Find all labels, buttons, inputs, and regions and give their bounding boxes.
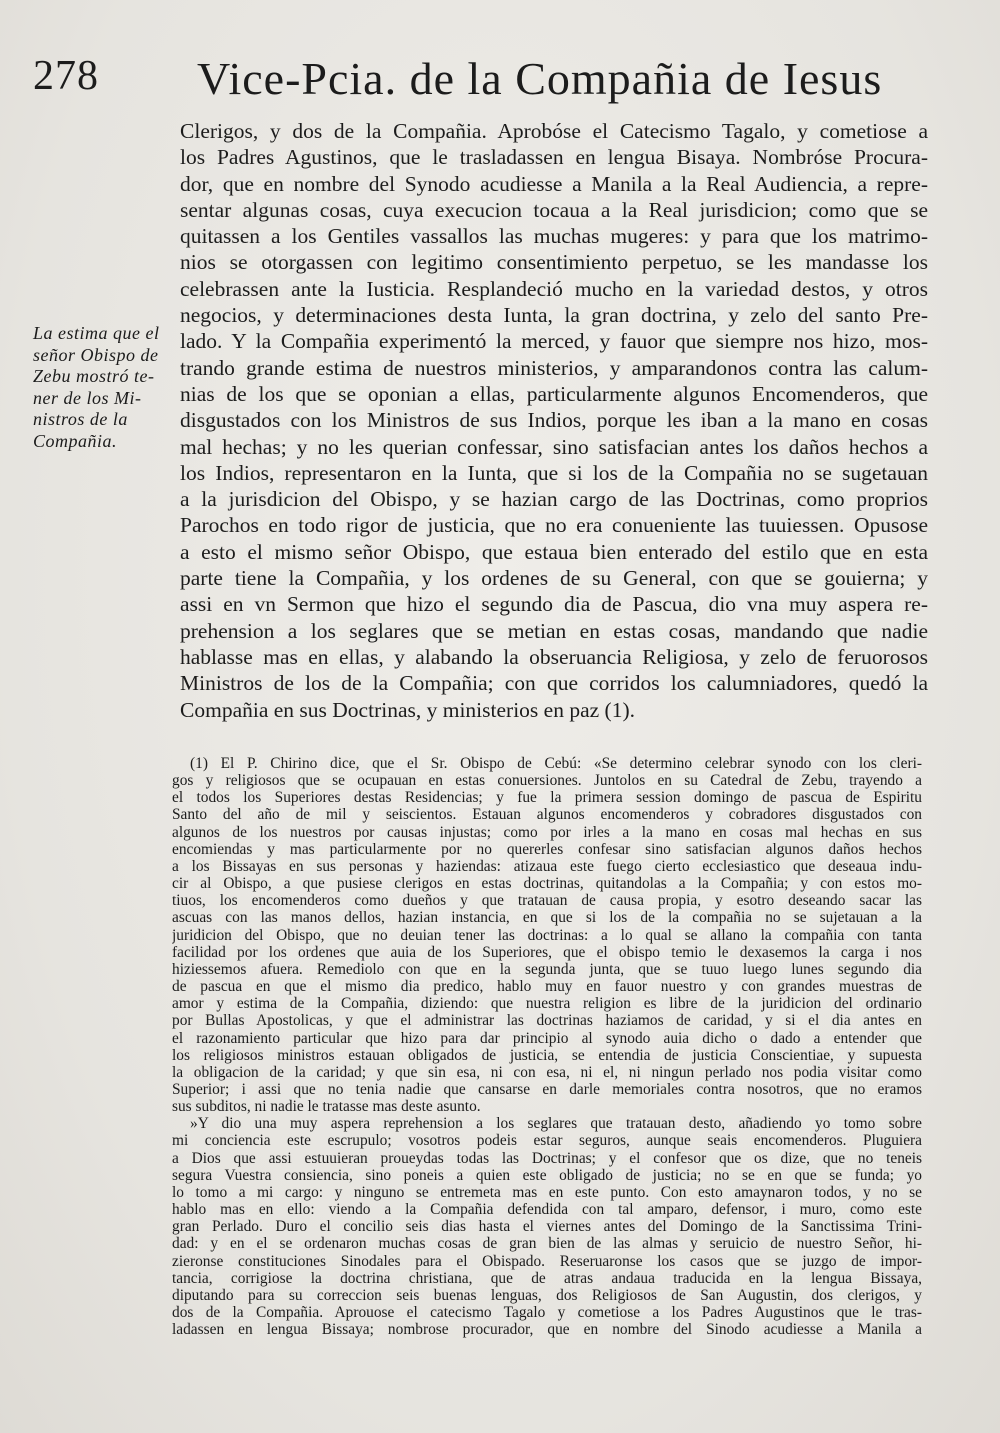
page-header [33, 52, 930, 112]
footnote-line: diputando para su correccion seis buenas lenguas, dos Religiosos de San Augustin, dos clerigos, y [172, 1286, 922, 1304]
body-text-line: a la jurisdicion del Obispo, y se hazian cargo de las Doctrinas, como proprios [180, 487, 928, 512]
footnote-line: ascuas con las manos dellos, hazian instancia, en que si los de la compañia no se sujetauan a la [172, 909, 922, 927]
main-text [180, 118, 928, 723]
body-text-line: trando grande estima de nuestros ministerios, y amparandonos contra las calum- [180, 355, 928, 380]
body-text-line: assi en vn Sermon que hizo el segundo dia de Pascua, dio vna muy aspera re- [180, 592, 928, 617]
body-text-line: parte tiene la Compañia, y los ordenes de su General, con que se gouierna; y [180, 566, 928, 591]
marginal-note-line: nistros de la [33, 409, 128, 429]
marginal-note-line: La estima que el [33, 323, 160, 343]
footnote-line: el todos los Superiores destas Residencias; y fue la primera session domingo de pascua de Espiritu [172, 789, 922, 807]
footnote-line: de pascua en que el mismo dia predico, hablo muy en fauor nuestro y con grandes muestras de [172, 978, 922, 996]
body-text-line: celebrassen ante la Iusticia. Resplandeció mucho en la variedad destos, y otros [180, 276, 928, 301]
footnote-line: tancia, corrigiose la doctrina christiana, que de atras andaua traducida en la lengua Bissaya, [172, 1269, 922, 1287]
footnote-line: Superior; i assi que no tenia nadie que cansarse en darle memoriales contra nosotros, que no eramos [172, 1080, 922, 1098]
marginal-note-line: Zebu mostró te- [33, 366, 155, 386]
body-text-line: disgustados con los Ministros de sus Indios, porque les iban a la mano en cosas [180, 408, 928, 433]
footnote-line: Santo del año de mil y seiscientos. Estauan algunos encomenderos y cobradores disgustados con [172, 806, 922, 824]
body-text-line: mal hechas; y no les querian confessar, sino satisfacian antes los daños hechos a [180, 434, 928, 459]
footnote-line: gos y religiosos que se ocupauan en estas conuersiones. Juntolos en su Catedral de Zebu, trayendo a [172, 772, 922, 790]
body-text-line: a esto el mismo señor Obispo, que estaua bien enterado del estilo que en esta [180, 539, 928, 564]
footnote-line: el razonamiento particular que hizo para dar principio al synodo auia dicho o dado a entender que [172, 1029, 922, 1047]
footnote-line: hiziessemos afuera. Remediolo con que en la segunda junta, que se tuuo luego lunes segundo dia [172, 960, 922, 978]
body-text-line: nios se otorgassen con legitimo consentimiento perpetuo, se les mandasse los [180, 250, 928, 275]
footnote-line: a los Bissayas en sus personas y haziendas: atizaua este fuego cierto ecclesiastico que deseaua indu- [172, 857, 922, 875]
footnote-line: lo tomo a mi cargo: y ninguno se entremeta mas en este punto. Con esto amaynaron todos, y no se [172, 1183, 922, 1201]
footnote-line: amor y estima de la Compañia, diziendo: que nuestra religion es libre de la juridicion del ordinario [172, 995, 922, 1013]
body-text-line: los Indios, representaron en la Iunta, que si los de la Compañia no se sugetauan [180, 460, 928, 485]
footnote-line: dos de la Compañia. Aprouose el catecismo Tagalo y cometiose a los Padres Augustinos que le tras- [172, 1304, 922, 1321]
body-text-line: dor, que en nombre del Synodo acudiesse a Manila a la Real Audiencia, a repre- [180, 171, 928, 196]
footnote-line: a Dios que assi estuuieran proueydas todas las Doctrinas; y el confesor que os dize, que no teneis [172, 1149, 922, 1167]
body-text-line: sentar algunas cosas, cuya execucion tocaua a la Real jurisdicion; como que se [180, 197, 928, 222]
body-text-line: los Padres Agustinos, que le trasladassen en lengua Bisaya. Nombróse Procura- [180, 145, 928, 170]
footnote-line: algunos de los nuestros por causas injustas; como por irles a la mano en cosas mal hechas en sus [172, 823, 922, 841]
marginal-note [33, 323, 178, 452]
marginal-note-line: ner de los Mi- [33, 387, 142, 408]
footnote-line: juridicion del Obispo, que no deuian tener las doctrinas: a lo qual se allano la compañia con tanta [172, 926, 922, 944]
footnote-line: por Bullas Apostolicas, y que el administrar las doctrinas haziamos de caridad, y si el dia antes en [172, 1012, 922, 1030]
footnote-line: encomiendas y mas particularmente por no quererles confesar sino satisfacian algunos daños hechos [172, 840, 922, 858]
body-text-line: negocios, y determinaciones desta Iunta, la gran doctrina, y zelo del santo Pre- [180, 303, 928, 328]
body-text-line: quitassen a los Gentiles vassallos las muchas mugeres: y para que los matrimo- [180, 224, 928, 249]
page-number: 278 [33, 53, 99, 99]
body-text-line: prehension a los seglares que se metian en estas cosas, mandando que nadie [180, 618, 928, 643]
footnote-line: cir al Obispo, a que pusiese clerigos en estas doctrinas, quitandolas a la Compañia; y con estos mo- [172, 875, 922, 893]
footnote-line: ladassen en lengua Bissaya; nombrose procurador, que en nombre del Sinodo acudiesse a Manila a [172, 1321, 922, 1339]
footnote-line: mi conciencia este escrupulo; vosotros podeis estar seguros, aunque seais encomenderos. Pluguiera [172, 1132, 922, 1150]
body-text-line: Parochos en todo rigor de justicia, que no era conueniente las tuuiessen. Opusose [180, 513, 928, 538]
footnote-line: segura Vuestra consiencia, sino poneis a quien este obligado de justicia; no se en que se funda; yo [172, 1166, 922, 1184]
footnote-line: la obligacion de la caridad; y que sin esa, ni con esa, ni el, ni ningun perlado nos podia visitar como [172, 1063, 922, 1081]
marginal-note-line: señor Obispo de [33, 344, 159, 365]
body-text-line: lado. Y la Compañia experimentó la merced, y fauor que siempre nos hizo, mos- [180, 329, 928, 354]
body-text-line: Compañia en sus Doctrinas, y ministerios en paz (1). [180, 697, 635, 722]
footnote-line: dad: y en el se ordenaron muchas cosas de gran bien de las almas y seruicio de nuestro Señor, hi- [172, 1235, 922, 1253]
footnote-line: sus subditos, ni nadie le tratasse mas deste asunto. [172, 1098, 481, 1116]
body-text-line: Ministros de los de la Compañia; con que corridos los calumniadores, quedó la [180, 671, 928, 696]
footnote-line: facilidad por los ordenes que auia de los Superiores, que el obispo temio le dexasemos la carga i nos [172, 943, 922, 961]
footnote-line: los religiosos ministros estauan obligados de justicia, se entendia de justicia Conscientiae, y supuesta [172, 1046, 922, 1064]
body-text-line: nias de los que se oponian a ellas, particularmente algunos Encomenderos, que [180, 381, 928, 406]
footnote-line: tiuos, los encomenderos como dueños y que tratauan de causa propia, y esotro deseando sacar las [172, 892, 922, 910]
footnote-line: gran Perlado. Duro el concilio seis dias hasta el viernes antes del Domingo de la Sanctissima Trini- [172, 1218, 922, 1236]
footnote-block [172, 755, 922, 1338]
body-text-line: hablasse mas en ellas, y alabando la obseruancia Religiosa, y zelo de feruorosos [180, 644, 928, 669]
marginal-note-line: Compañia. [33, 430, 118, 451]
body-text-line: Clerigos, y dos de la Compañia. Aprobóse el Catecismo Tagalo, y cometiose a [180, 119, 928, 143]
footnote-line: hablo mas en ello: viendo a la Compañia defendida con tal amparo, defensor, i muro, como este [172, 1201, 922, 1219]
footnote-line: »Y dio una muy aspera reprehension a los seglares que tratauan desto, añadiendo yo tomo sobre [190, 1115, 922, 1133]
footnote-line: zieronse constituciones Sinodales para el Obispado. Reseruaronse los casos que se juzgo de impor- [172, 1252, 922, 1270]
running-title: Vice-Pcia. de la Compañia de Iesus [197, 53, 883, 104]
footnote-line: (1) El P. Chirino dice, que el Sr. Obispo de Cebú: «Se determino celebrar synodo con los cleri- [190, 755, 922, 772]
